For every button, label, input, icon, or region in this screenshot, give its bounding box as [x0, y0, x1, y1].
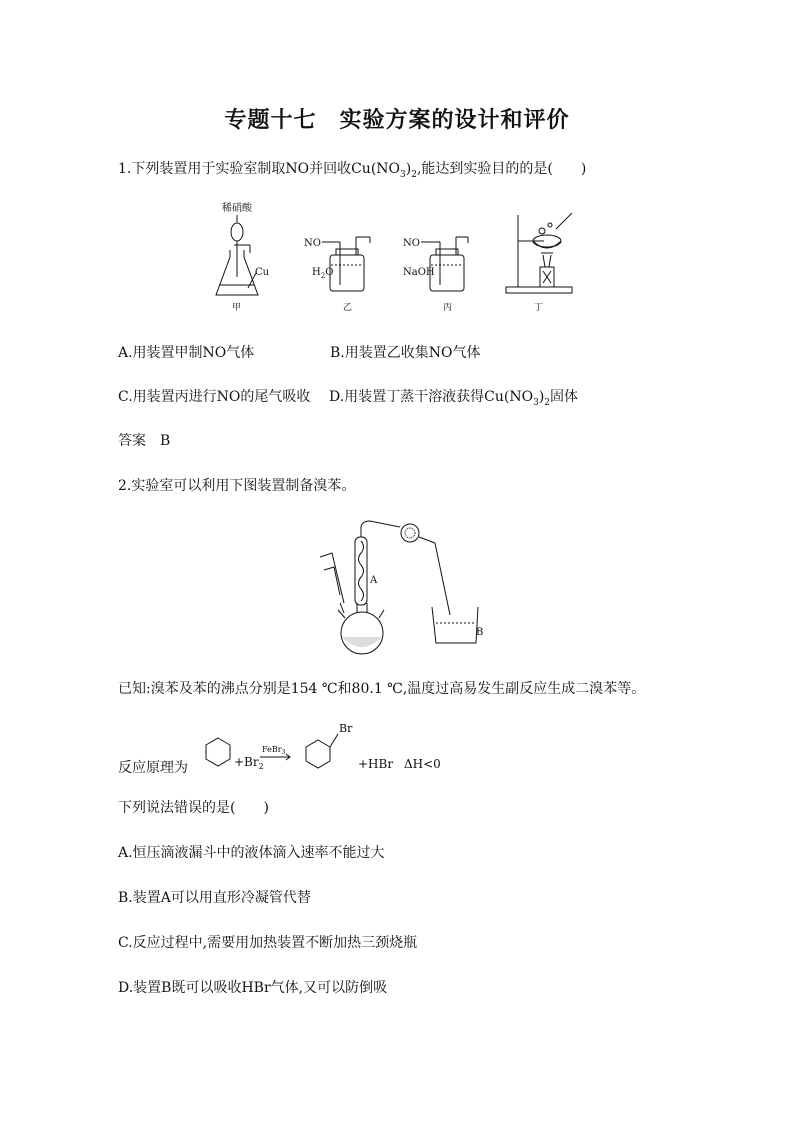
- jia-name: 甲: [232, 303, 242, 313]
- jia-label-cu: Cu: [255, 267, 270, 278]
- q2-option-b: B.装置A可以用直形冷凝管代替: [118, 890, 311, 906]
- ding-name: 丁: [534, 303, 544, 313]
- q1-apparatus-figure: [200, 195, 600, 315]
- label-a: A: [370, 575, 378, 586]
- jia-label-acid: 稀硝酸: [222, 203, 252, 214]
- bing-name: 丙: [443, 303, 453, 313]
- q2-ask: 下列说法错误的是( ): [118, 800, 269, 816]
- q2-apparatus-figure: [300, 515, 500, 665]
- bing-label-no: NO: [403, 238, 420, 249]
- beaker-b: [432, 607, 478, 643]
- q1-stem: 1.下列装置用于实验室制取NO并回收$Cu(NO_3)_2$,能达到实验目的的是( ): [118, 161, 587, 180]
- plus-hbr: +HBr: [358, 757, 394, 771]
- plus-br2: $+Br_2$: [234, 755, 264, 771]
- q1-option-c: C.用装置丙进行NO的尾气吸收: [118, 389, 311, 405]
- apparatus-bing: [403, 237, 468, 313]
- condenser-a: [355, 537, 367, 605]
- q1-answer: 答案 B: [118, 433, 171, 449]
- q2-reaction-label: 反应原理为: [118, 760, 188, 776]
- bing-label-naoh: NaOH: [403, 267, 435, 278]
- apparatus-yi: [304, 237, 370, 313]
- apparatus-ding: [506, 213, 572, 313]
- bromobenzene-ring-icon: [306, 740, 330, 768]
- yi-name: 乙: [343, 303, 353, 313]
- delta-h: ΔH<0: [404, 757, 441, 771]
- catalyst-label: FeBr$_3$: [262, 745, 286, 756]
- q1-option-a: A.用装置甲制NO气体: [118, 345, 255, 361]
- q2-option-d: D.装置B既可以吸收HBr气体,又可以防倒吸: [118, 980, 388, 996]
- label-b: B: [476, 627, 484, 638]
- three-neck-flask: [341, 612, 383, 654]
- q2-reaction-figure: [198, 718, 458, 778]
- q2-stem: 2.实验室可以利用下图装置制备溴苯。: [118, 478, 356, 494]
- drying-tube: [401, 524, 419, 542]
- q2-option-c: C.反应过程中,需要用加热装置不断加热三颈烧瓶: [118, 935, 418, 951]
- br-label: Br: [339, 722, 353, 735]
- page-title: 专题十七 实验方案的设计和评价: [224, 108, 570, 133]
- apparatus-jia: [216, 201, 270, 313]
- q1-option-b: B.用装置乙收集NO气体: [330, 345, 481, 361]
- q2-option-a: A.恒压滴液漏斗中的液体滴入速率不能过大: [118, 845, 385, 861]
- yi-label-no: NO: [304, 238, 321, 249]
- benzene-ring-icon: [206, 738, 230, 766]
- q2-known: 已知:溴苯及苯的沸点分别是154 ℃和80.1 ℃,温度过高易发生副反应生成二溴苯等。: [118, 681, 646, 697]
- q1-option-d: D.用装置丁蒸干溶液获得$Cu(NO_3)_2$固体: [329, 389, 579, 408]
- yi-label-h2o: $H_2O$: [312, 267, 334, 280]
